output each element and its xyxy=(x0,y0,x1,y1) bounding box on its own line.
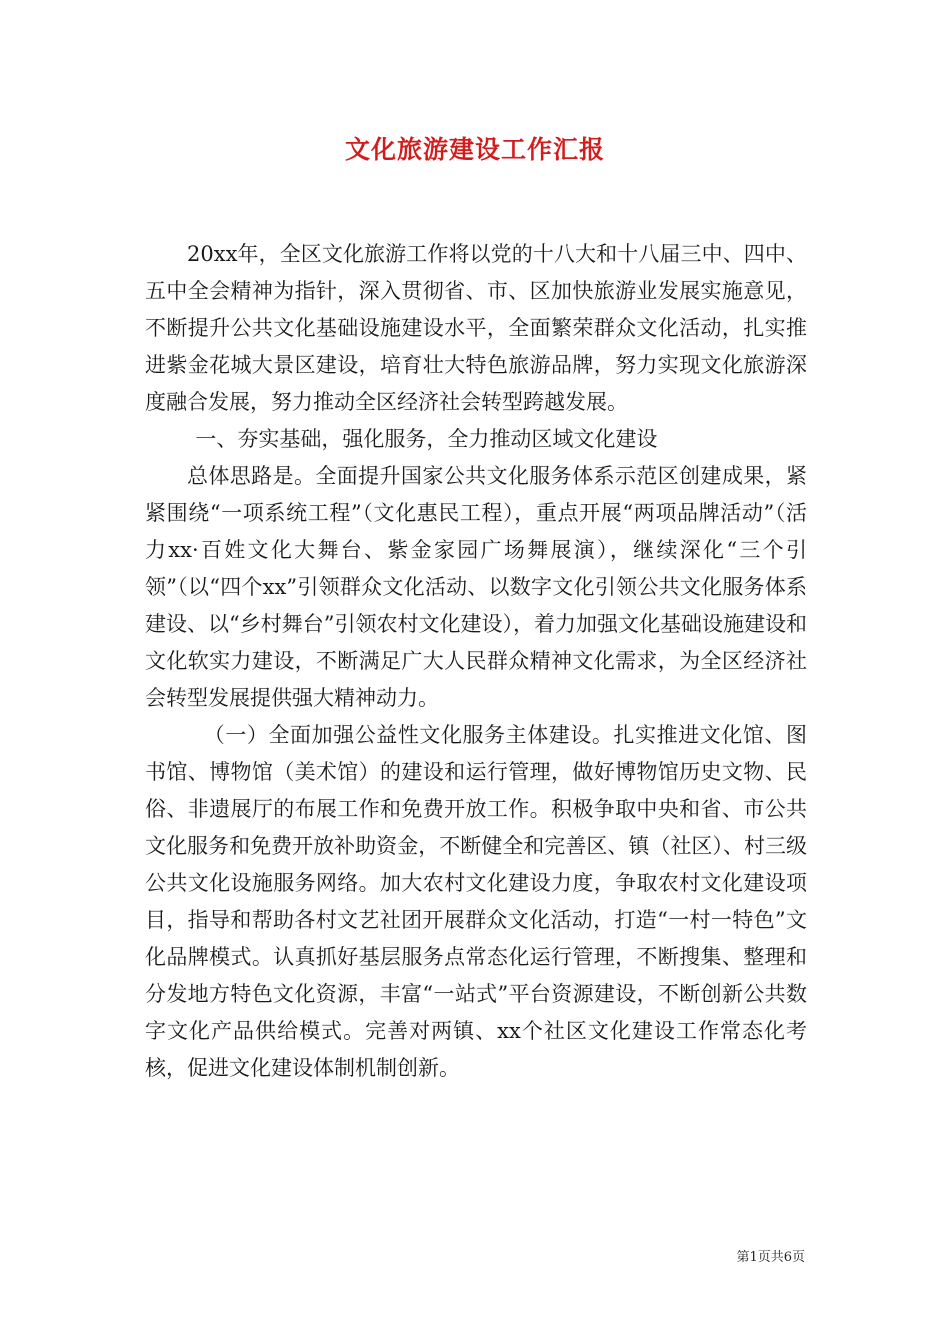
subsection-paragraph: （一）全面加强公益性文化服务主体建设。扎实推进文化馆、图书馆、博物馆（美术馆）的建设和运行管理，做好博物馆历史文物、民俗、非遗展厅的布展工作和免费开放工作。积极争取中央和省、市公共文化服务和免费开放补助资金，不断健全和完善区、镇（社区）、村三级公共文化设施服务网络。加大农村文化建设力度，争取农村文化建设项目，指导和帮助各村文艺社团开展群众文化活动，打造“一村一特色”文化品牌模式。认真抓好基层服务点常态化运行管理，不断搜集、整理和分发地方特色文化资源，丰富“一站式”平台资源建设，不断创新公共数字文化产品供给模式。完善对两镇、xx个社区文化建设工作常态化考核，促进文化建设体制机制创新。 xyxy=(145,723,807,1080)
page-number: 第1页共6页 xyxy=(736,1250,805,1265)
overall-approach-paragraph: 总体思路是。全面提升国家公共文化服务体系示范区创建成果，紧紧围绕“一项系统工程”（文化惠民工程），重点开展“两项品牌活动”（活力xx·百姓文化大舞台、紫金家园广场舞展演），继续深化“三个引领”（以“四个xx”引领群众文化活动、以数字文化引领公共文化服务体系建设、以“乡村舞台”引领农村文化建设），着力加强文化基础设施建设和文化软实力建设，不断满足广大人民群众精神文化需求，为全区经济社会转型发展提供强大精神动力。 xyxy=(145,464,807,710)
document-title: 文化旅游建设工作汇报 xyxy=(344,135,605,164)
intro-paragraph: 20xx年，全区文化旅游工作将以党的十八大和十八届三中、四中、五中全会精神为指针，深入贯彻省、市、区加快旅游业发展实施意见，不断提升公共文化基础设施建设水平，全面繁荣群众文化活动，扎实推进紫金花城大景区建设，培育壮大特色旅游品牌，努力实现文化旅游深度融合发展，努力推动全区经济社会转型跨越发展。 xyxy=(145,242,807,414)
section-heading: 一、夯实基础，强化服务，全力推动区域文化建设 xyxy=(195,427,658,451)
document-body xyxy=(145,236,807,1087)
